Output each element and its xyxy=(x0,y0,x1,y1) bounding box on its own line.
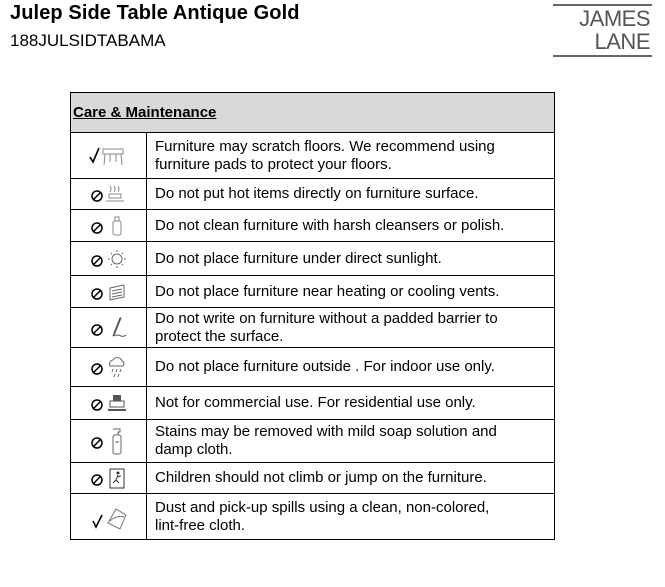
care-row-text: Do not place furniture near heating or cooling vents. xyxy=(147,276,555,308)
care-row xyxy=(71,463,555,494)
care-row xyxy=(71,420,555,463)
logo-word-2: LANE xyxy=(594,29,650,54)
care-row-text: Do not clean furniture with harsh cleansers or polish. xyxy=(147,210,555,242)
commercial-icon xyxy=(71,387,147,420)
cloth-icon xyxy=(71,494,147,540)
sun-icon xyxy=(71,242,147,276)
pen-icon xyxy=(71,308,147,348)
care-heading: Care & Maintenance xyxy=(73,104,217,121)
care-row-text: Do not put hot items directly on furniture surface. xyxy=(147,179,555,210)
logo-bottom-rule xyxy=(553,55,652,57)
care-row xyxy=(71,179,555,210)
care-row-text: Do not write on furniture without a padded barrier to protect the surface. xyxy=(147,308,555,348)
care-row-text: Do not place furniture under direct sunlight. xyxy=(147,242,555,276)
table-pads-icon xyxy=(71,133,147,179)
care-row-text: Dust and pick-up spills using a clean, non-colored, lint-free cloth. xyxy=(147,494,555,540)
care-row xyxy=(71,133,555,179)
care-table-header xyxy=(71,93,555,133)
product-title: Julep Side Table Antique Gold xyxy=(10,2,300,24)
care-row-text: Children should not climb or jump on the furniture. xyxy=(147,463,555,494)
care-row-text: Do not place furniture outside . For indoor use only. xyxy=(147,348,555,387)
care-row xyxy=(71,210,555,242)
care-row-text: Not for commercial use. For residential use only. xyxy=(147,387,555,420)
care-row xyxy=(71,308,555,348)
logo-word-1: JAMES xyxy=(579,6,650,31)
spray-bottle-icon xyxy=(71,420,147,463)
care-table xyxy=(70,92,555,540)
care-row xyxy=(71,387,555,420)
care-row xyxy=(71,276,555,308)
brand-logo xyxy=(553,4,652,56)
vent-icon xyxy=(71,276,147,308)
care-row xyxy=(71,242,555,276)
cleanser-bottle-icon xyxy=(71,210,147,242)
care-row xyxy=(71,494,555,540)
care-row-text: Stains may be removed with mild soap solution and damp cloth. xyxy=(147,420,555,463)
rain-cloud-icon xyxy=(71,348,147,387)
no-climbing-icon xyxy=(71,463,147,494)
care-row xyxy=(71,348,555,387)
product-sku: 188JULSIDTABAMA xyxy=(10,31,166,50)
hot-item-icon xyxy=(71,179,147,210)
care-row-text: Furniture may scratch floors. We recommend using furniture pads to protect your floors. xyxy=(147,133,555,179)
